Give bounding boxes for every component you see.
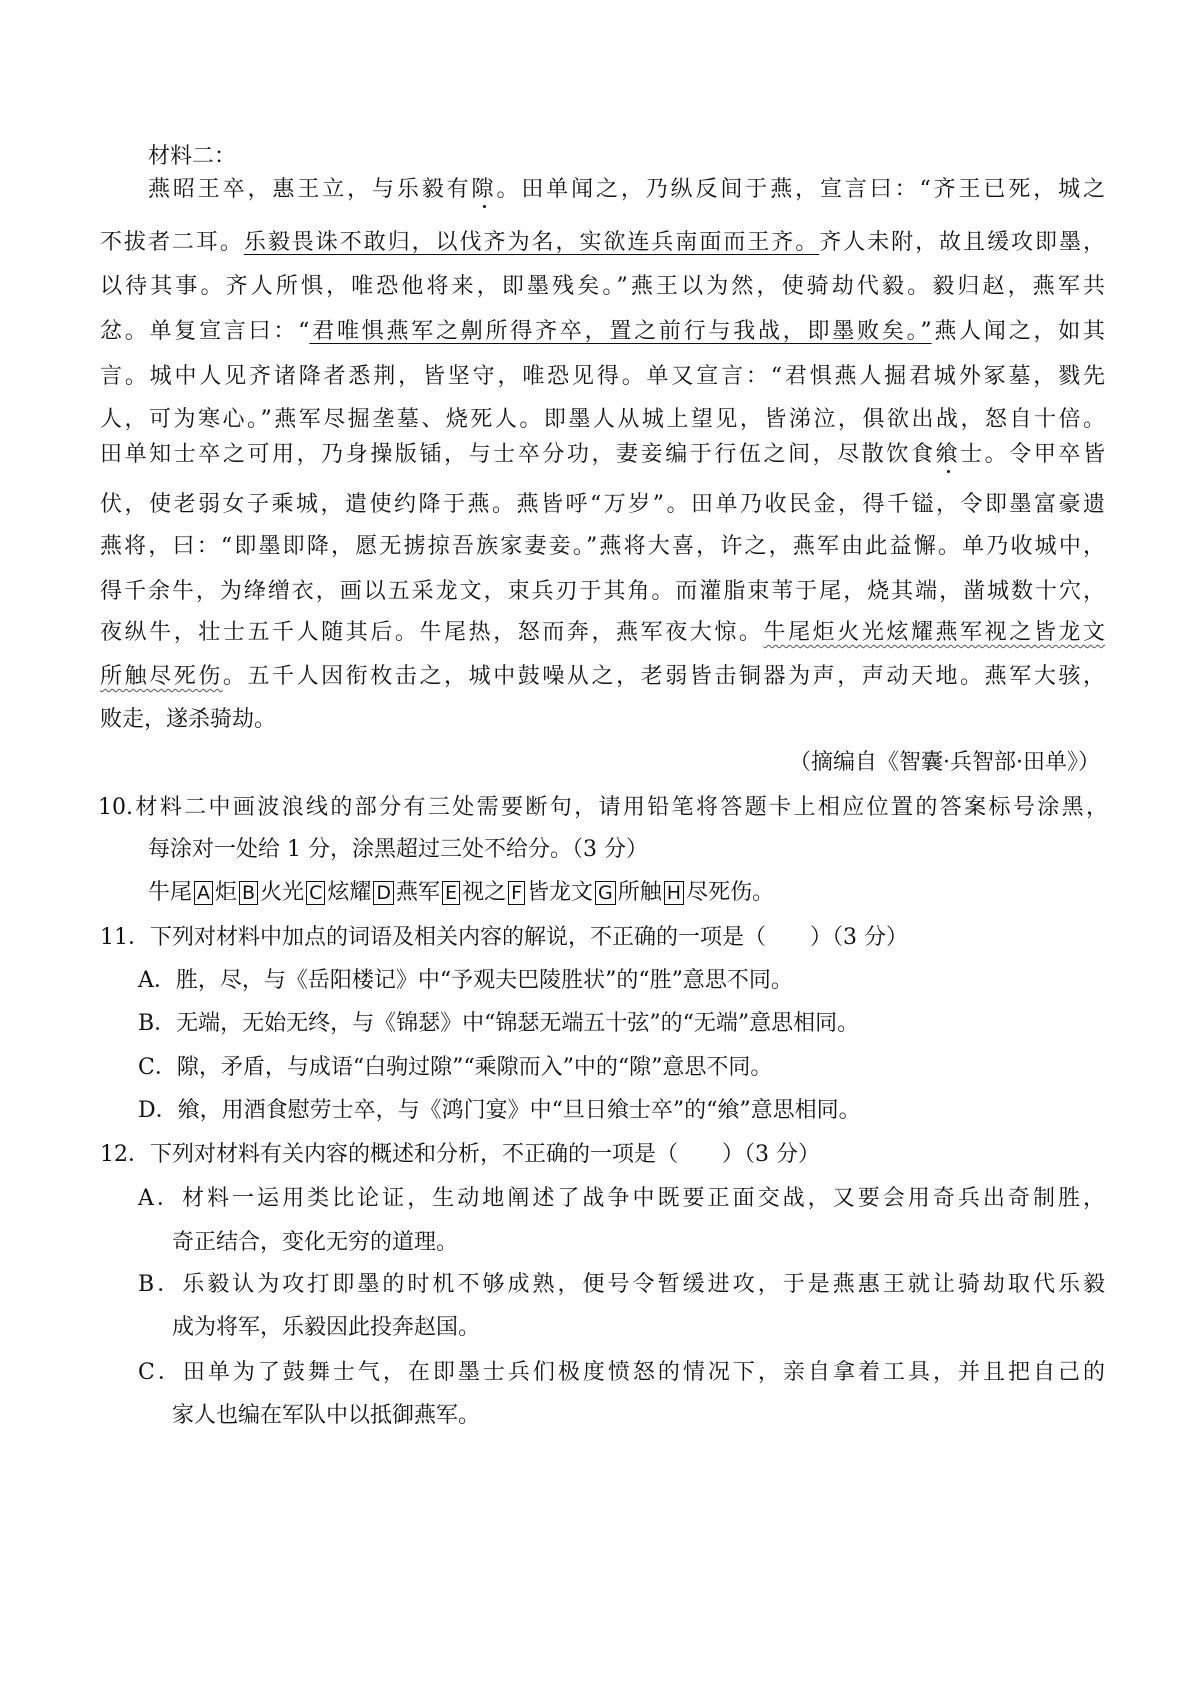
- option-a-cont: 奇正结合，变化无穷的道理。: [172, 1230, 459, 1255]
- text: 田单知士卒之可用，乃身操版锸，与士卒分功，妻妾编于行伍之间，尽散饮食: [100, 442, 936, 467]
- underlined-sentence: 乐毅畏诛不敢归，以伐齐为名，实欲连兵南面而王齐。: [243, 230, 820, 255]
- dotted-word: 隙: [471, 177, 497, 202]
- option-d: D．飨，用酒食慰劳士卒，与《鸿门宴》中“旦日飨士卒”的“飨”意思相同。: [138, 1098, 861, 1123]
- passage-line: [100, 662, 1105, 692]
- wavy-underlined-text: 所触尽死伤: [100, 664, 223, 689]
- passage-line: [100, 440, 1105, 470]
- option-c: C．隙，矛盾，与成语“白驹过隙”“乘隙而入”中的“隙”意思不同。: [138, 1055, 773, 1080]
- option-box-e[interactable]: E: [442, 881, 460, 905]
- passage-line: [148, 175, 1105, 205]
- segment: 视之: [462, 880, 507, 905]
- material-title: 材料二：: [148, 144, 237, 169]
- passage-line: 以待其事。齐人所惧，唯恐他将来，即墨残矣。”燕王以为然，使骑劫代毅。毅归赵，燕军共: [100, 274, 1105, 299]
- question-stem: 12．下列对材料有关内容的概述和分析，不正确的一项是（ ）（3 分）: [100, 1142, 820, 1167]
- text: 忿。单复宣言曰：“: [100, 319, 310, 344]
- passage-line: 伏，使老弱女子乘城，遣使约降于燕。燕皆呼“万岁”。田单乃收民金，得千镒，令即墨富豪遗: [100, 492, 1105, 517]
- option-box-b[interactable]: B: [239, 881, 258, 905]
- segment: 所触: [617, 880, 662, 905]
- text: 夜纵牛，壮士五千人随其后。牛尾热，怒而奔，燕军夜大惊。: [100, 620, 764, 645]
- passage-line: 人，可为寒心。”燕军尽掘垄墓、烧死人。即墨人从城上望见，皆涕泣，俱欲出战，怒自十倍。: [100, 407, 1105, 432]
- option-b: B．乐毅认为攻打即墨的时机不够成熟，便号令暂缓进攻，于是燕惠王就让骑劫取代乐毅: [138, 1272, 1105, 1297]
- option-c: C．田单为了鼓舞士气，在即墨士兵们极度愤怒的情况下，亲自拿着工具，并且把自己的: [138, 1360, 1105, 1385]
- text: 。田单闻之，乃纵反间于燕，宣言曰：“齐王已死，城之: [496, 177, 1105, 202]
- punctuation-options: [148, 878, 1105, 908]
- text: 士。令甲卒皆: [960, 442, 1105, 467]
- option-a: A．材料一运用类比论证，生动地阐述了战争中既要正面交战，又要会用奇兵出奇制胜，: [138, 1186, 1105, 1211]
- segment: 尽死伤。: [686, 880, 775, 905]
- option-box-c[interactable]: C: [306, 881, 325, 905]
- segment: 炫耀: [327, 880, 372, 905]
- text: 齐人未附，故且缓攻即墨，: [819, 230, 1105, 255]
- option-box-h[interactable]: H: [664, 881, 684, 905]
- question-stem: 10.材料二中画波浪线的部分有三处需要断句，请用铅笔将答题卡上相应位置的答案标号涂黑，: [98, 795, 1108, 820]
- option-b-cont: 成为将军，乐毅因此投奔赵国。: [172, 1315, 481, 1340]
- wavy-underlined-text: 牛尾炬火光炫耀燕军视之皆龙文: [763, 620, 1105, 645]
- option-c-cont: 家人也编在军队中以抵御燕军。: [172, 1403, 481, 1428]
- question-stem: 11．下列对材料中加点的词语及相关内容的解说，不正确的一项是（ ）（3 分）: [100, 925, 908, 950]
- question-stem-cont: 每涂对一处给 1 分，涂黑超过三处不给分。（3 分）: [148, 837, 648, 862]
- passage-line: 得千余牛，为绛缯衣，画以五采龙文，束兵刃于其角。而灌脂束苇于尾，烧其端，凿城数十穴，: [100, 579, 1105, 604]
- segment: 燕军: [396, 880, 441, 905]
- text: 不拔者二耳。: [100, 230, 244, 255]
- option-box-g[interactable]: G: [595, 881, 616, 905]
- option-box-d[interactable]: D: [373, 881, 394, 905]
- option-b: B．无端，无始无终，与《锦瑟》中“锦瑟无端五十弦”的“无端”意思相同。: [138, 1011, 860, 1036]
- option-box-a[interactable]: A: [194, 881, 213, 905]
- text: 燕人闻之，如其: [931, 319, 1106, 344]
- option-a: A．胜，尽，与《岳阳楼记》中“予观夫巴陵胜状”的“胜”意思不同。: [138, 968, 793, 993]
- passage-line: 燕将，曰：“即墨即降，愿无掳掠吾族家妻妾。”燕将大喜，许之，燕军由此益懈。单乃收城中，: [100, 534, 1105, 559]
- segment: 火光: [260, 880, 305, 905]
- text: 。五千人因衔枚击之，城中鼓噪从之，老弱皆击铜器为声，声动天地。燕军大骇，: [222, 664, 1105, 689]
- option-box-f[interactable]: F: [508, 881, 525, 905]
- passage-line: [100, 317, 1105, 347]
- passage-line: [100, 618, 1105, 648]
- segment: 皆龙文: [527, 880, 594, 905]
- passage-line: [100, 228, 1105, 258]
- underlined-sentence: 君唯惧燕军之劓所得齐卒，置之前行与我战，即墨败矣。”: [309, 319, 932, 344]
- segment: 炬: [215, 880, 238, 905]
- passage-line: 言。城中人见齐诸降者悉荆，皆坚守，唯恐见得。单又宣言：“君惧燕人掘君城外冢墓，戮先: [100, 364, 1105, 389]
- dotted-word: 飨: [935, 442, 961, 467]
- source-citation: （摘编自《智囊·兵智部·田单》）: [789, 750, 1100, 775]
- segment: 牛尾: [148, 880, 193, 905]
- text: 燕昭王卒，惠王立，与乐毅有: [148, 177, 472, 202]
- passage-line: 败走，遂杀骑劫。: [100, 707, 277, 732]
